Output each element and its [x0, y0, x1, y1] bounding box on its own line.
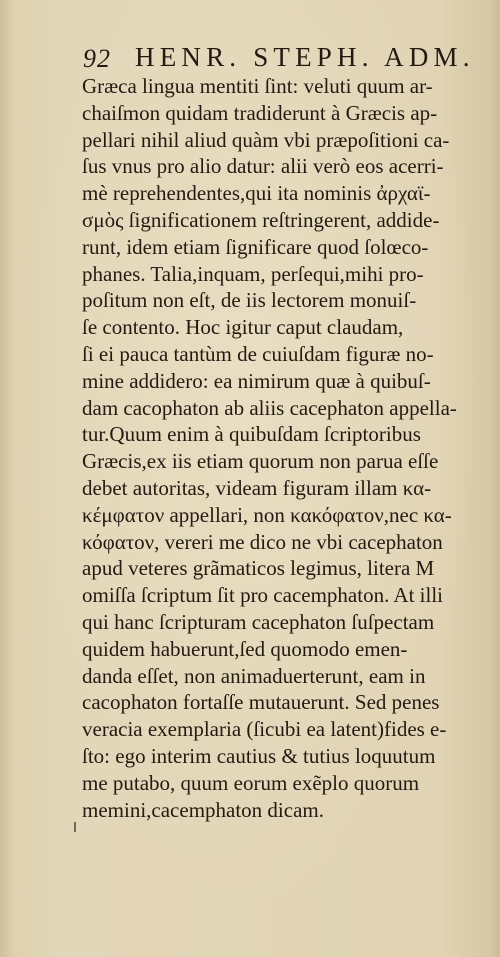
text-line: ſto: ego interim cautius & tutius loquutum — [82, 743, 436, 768]
text-line: ſi ei pauca tantùm de cuiuſdam figuræ no- — [82, 341, 434, 366]
text-line: σμὸς ſignificationem reſtringerent, addide- — [82, 207, 440, 232]
text-line: Græcis,ex iis etiam quorum non parua eſſe — [82, 449, 439, 474]
text-line: mè reprehendentes,qui ita nominis ἀρχαϊ- — [82, 181, 431, 206]
body-text — [82, 73, 490, 823]
ink-mark — [74, 822, 76, 832]
text-line: memini,cacemphaton dicam. — [82, 797, 324, 822]
text-line: ſus vnus pro alio datur: alii verò eos acerri- — [82, 154, 444, 179]
text-line: tur.Quum enim à quibuſdam ſcriptoribus — [82, 422, 421, 447]
page-number: 92 — [83, 44, 111, 73]
text-line: danda eſſet, non animaduerterunt, eam in — [82, 663, 426, 688]
text-line: apud veteres grãmaticos legimus, litera M — [82, 556, 435, 581]
text-line: pellari nihil aliud quàm vbi præpoſitioni ca- — [82, 127, 450, 152]
text-line: debet autoritas, videam figuram illam κα- — [82, 475, 432, 500]
text-line: ſe contento. Hoc igitur caput claudam, — [82, 315, 404, 340]
text-line: runt, idem etiam ſignificare quod ſolœco- — [82, 234, 429, 259]
text-line: me putabo, quum eorum exẽplo quorum — [82, 770, 420, 795]
text-line: dam cacophaton ab aliis cacephaton appella- — [82, 395, 457, 420]
running-title: HENR. STEPH. ADM. — [135, 42, 475, 72]
text-line: phanes. Talia,inquam, perſequi,mihi pro- — [82, 261, 424, 286]
text-line: chaiſmon quidam tradiderunt à Græcis ap- — [82, 100, 438, 125]
text-line: veracia exemplaria (ſicubi ea latent)fides e- — [82, 717, 447, 742]
text-line: omiſſa ſcriptum ſit pro cacemphaton. At illi — [82, 583, 444, 608]
text-line: quidem habuerunt,ſed quomodo emen- — [82, 636, 408, 661]
text-line: cacophaton fortaſſe mutauerunt. Sed penes — [82, 690, 440, 715]
text-line: Græca lingua mentiti ſint: veluti quum ar- — [82, 74, 433, 98]
text-line: κόφατον, vereri me dico ne vbi cacephaton — [82, 529, 443, 554]
text-line: qui hanc ſcripturam cacephaton ſuſpectam — [82, 609, 435, 634]
text-line: poſitum non eſt, de iis lectorem monuiſ- — [82, 288, 417, 313]
text-line: mine addidero: ea nimirum quæ à quibuſ- — [82, 368, 431, 393]
text-line: κέμφατον appellari, non κακόφατον,nec κα- — [82, 502, 452, 527]
